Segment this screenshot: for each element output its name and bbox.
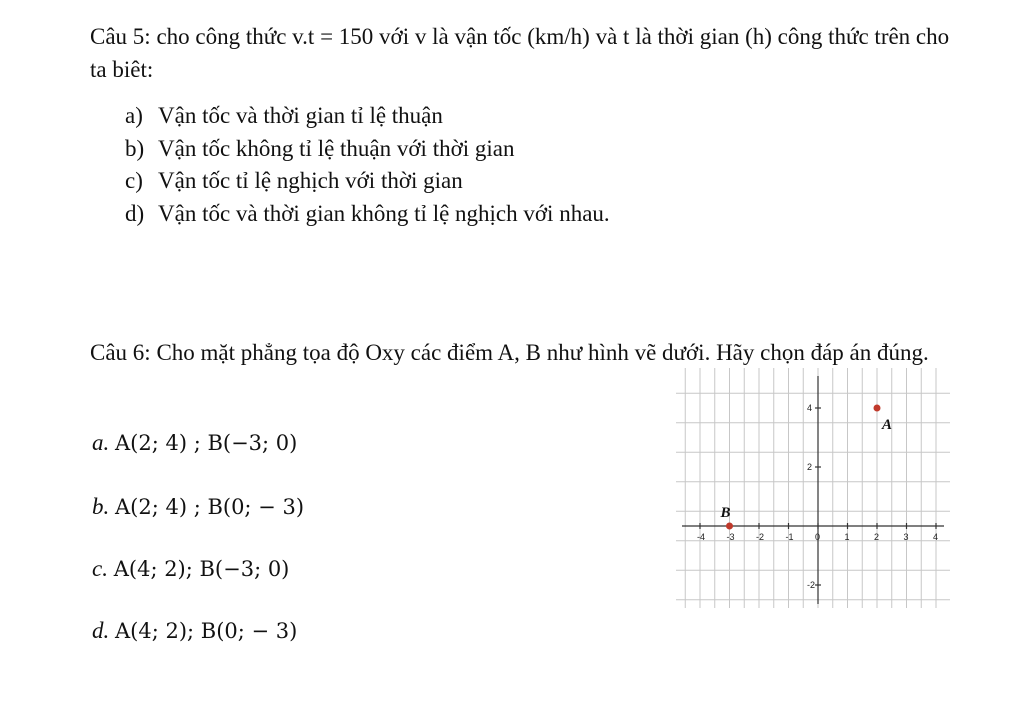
x-tick-label: -2 (756, 532, 765, 542)
option-d (125, 198, 610, 231)
option-label: d) (125, 200, 145, 226)
y-tick-label: 2 (807, 462, 813, 472)
x-tick-label: -4 (697, 532, 706, 542)
answer-label: b. (92, 494, 110, 519)
question-6-stem: Câu 6: Cho mặt phẳng tọa độ Oxy các điểm A, B như hình vẽ dưới. Hãy chọn đáp án đúng. (90, 340, 929, 365)
point-a (874, 405, 881, 412)
option-text: Vận tốc và thời gian không tỉ lệ nghịch với nhau. (158, 200, 610, 226)
option-b (125, 133, 610, 166)
option-a (125, 100, 610, 133)
answer-label: c. (92, 556, 108, 581)
x-tick-label: 4 (933, 532, 939, 542)
answer-expression: A(4; 2); B(−3; 0) (113, 557, 290, 581)
x-tick-label: 0 (815, 532, 821, 542)
y-tick-label: -2 (807, 580, 816, 590)
option-label: b) (125, 135, 145, 161)
x-tick-label: 3 (903, 532, 909, 542)
grid-lines (676, 368, 950, 608)
answer-label: a. (92, 430, 110, 455)
y-tick-label: 4 (807, 403, 813, 413)
answer-b (92, 494, 304, 520)
answer-label: d. (92, 618, 110, 643)
option-label: a) (125, 103, 143, 128)
x-tick-label: -1 (785, 532, 794, 542)
point-b-label: B (720, 505, 731, 521)
option-c (125, 165, 610, 198)
option-label: c) (125, 168, 143, 193)
x-tick-label: 2 (874, 532, 880, 542)
question-5-stem: Câu 5: cho công thức v.t = 150 với v là vận tốc (km/h) và t là thời gian (h) công thức trên cho ta biêt: (90, 24, 950, 82)
answer-c (92, 556, 289, 582)
coordinate-plane (676, 368, 950, 608)
option-text: Vận tốc không tỉ lệ thuận với thời gian (158, 135, 515, 161)
point-a-label: A (882, 417, 893, 433)
answer-a (92, 430, 297, 456)
answer-expression: A(2; 4) ; B(−3; 0) (115, 431, 298, 455)
answer-d (92, 618, 297, 644)
x-tick-label: 1 (844, 532, 850, 542)
answer-expression: A(2; 4) ; B(0; − 3) (115, 495, 305, 519)
answer-expression: A(4; 2); B(0; − 3) (115, 619, 298, 643)
x-tick-label: -3 (726, 532, 735, 542)
option-text: Vận tốc tỉ lệ nghịch với thời gian (158, 168, 463, 193)
option-text: Vận tốc và thời gian tỉ lệ thuận (158, 103, 443, 128)
point-b (726, 523, 733, 530)
question-5-options (125, 100, 610, 230)
